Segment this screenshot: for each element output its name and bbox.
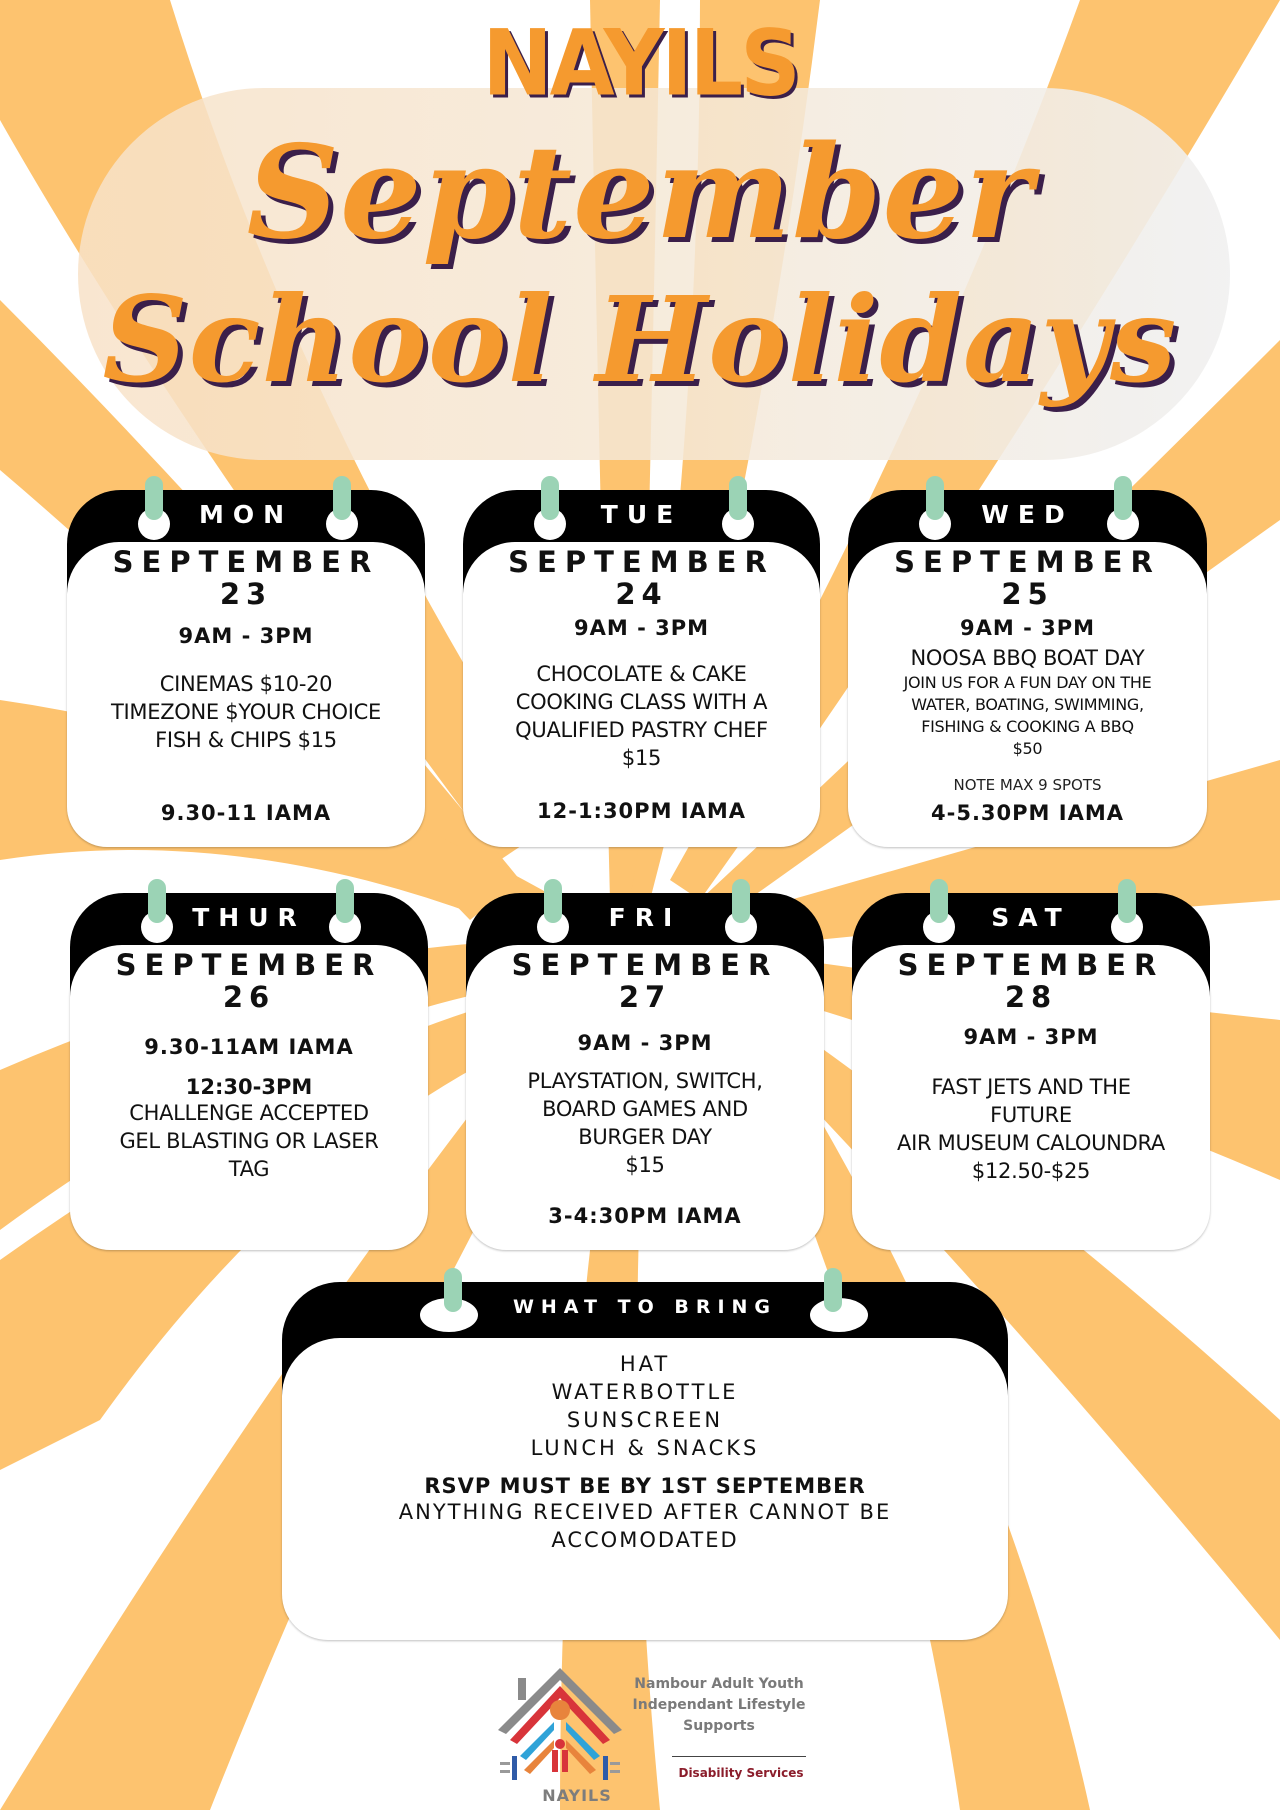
activity-price: $15: [625, 1153, 665, 1177]
activity-price: $50: [1012, 739, 1043, 758]
activity-line: FUTURE: [990, 1103, 1072, 1127]
time: 9AM - 3PM: [963, 1025, 1099, 1049]
activity-line: BOARD GAMES AND: [542, 1097, 748, 1121]
day-name: MON: [198, 500, 294, 529]
nayils-logo: [486, 1660, 806, 1810]
calendar-body: [282, 1338, 1008, 1640]
iama-session: 3-4:30PM IAMA: [548, 1204, 742, 1228]
activity-line: CHALLENGE ACCEPTED: [129, 1101, 369, 1125]
activity-line: BURGER DAY: [578, 1125, 712, 1149]
title-line-2: School Holidays: [102, 270, 1178, 409]
time: 9AM - 3PM: [960, 616, 1095, 640]
calendar-card-wed: [848, 490, 1207, 847]
rsvp-note: ACCOMODATED: [551, 1528, 739, 1552]
activity-price: $12.50-$25: [971, 1159, 1091, 1183]
calendar-body: [70, 945, 428, 1250]
day-name: SAT: [991, 903, 1071, 932]
bring-item: SUNSCREEN: [566, 1408, 724, 1432]
title-line-1: September: [246, 118, 1034, 268]
calendar-card-fri: [466, 893, 824, 1250]
day-name: THUR: [192, 903, 306, 932]
bring-item: LUNCH & SNACKS: [530, 1436, 760, 1460]
activity-line: FISHING & COOKING A BBQ: [921, 717, 1134, 736]
date: 26: [222, 980, 276, 1014]
calendar-card-sat: [852, 893, 1210, 1250]
rsvp-note: ANYTHING RECEIVED AFTER CANNOT BE: [398, 1500, 892, 1524]
month: SEPTEMBER: [894, 545, 1161, 579]
month: SEPTEMBER: [508, 545, 775, 579]
activity-line: WATER, BOATING, SWIMMING,: [911, 695, 1144, 714]
day-name: TUE: [600, 500, 683, 529]
logo-wordmark: NAYILS: [542, 1786, 612, 1805]
calendar-body: [466, 945, 824, 1250]
house-logo-icon: [490, 1660, 630, 1790]
bring-item: WATERBOTTLE: [551, 1380, 739, 1404]
activity-line: JOIN US FOR A FUN DAY ON THE: [903, 673, 1152, 692]
time: 9AM - 3PM: [574, 616, 709, 640]
activity-headline: NOOSA BBQ BOAT DAY: [910, 646, 1145, 670]
organisation-name: [624, 1674, 814, 1737]
spots-note: NOTE MAX 9 SPOTS: [953, 776, 1102, 794]
activity-price: $15: [621, 746, 662, 770]
activity-line: COOKING CLASS WITH A: [515, 690, 768, 714]
month: SEPTEMBER: [112, 545, 380, 579]
day-name: WED: [981, 500, 1074, 529]
date: 24: [615, 577, 668, 611]
calendar-body: [463, 542, 820, 847]
time: 12:30-3PM: [185, 1075, 313, 1099]
what-to-bring-title: WHAT TO BRING: [512, 1296, 778, 1318]
activity-line: AIR MUSEUM CALOUNDRA: [897, 1131, 1165, 1155]
calendar-body: [852, 945, 1210, 1250]
calendar-body: [67, 542, 425, 847]
date: 28: [1004, 980, 1058, 1014]
divider: [672, 1756, 806, 1757]
iama-session: 4-5.30PM IAMA: [931, 801, 1124, 825]
month: SEPTEMBER: [897, 948, 1165, 982]
activity-line: GEL BLASTING OR LASER: [119, 1129, 379, 1153]
time: 9AM - 3PM: [178, 624, 314, 648]
calendar-card-tue: [463, 490, 820, 847]
activity-line: CINEMAS $10-20: [159, 672, 333, 696]
calendar-body: [848, 542, 1207, 847]
bring-item: HAT: [619, 1352, 671, 1376]
time: 9AM - 3PM: [577, 1031, 713, 1055]
date: 27: [618, 980, 672, 1014]
iama-session: 12-1:30PM IAMA: [537, 799, 746, 823]
date: 25: [1001, 577, 1054, 611]
iama-session: 9.30-11 IAMA: [160, 801, 332, 825]
rsvp-deadline: RSVP MUST BE BY 1ST SEPTEMBER: [424, 1474, 866, 1498]
calendar-card-thur: [70, 893, 428, 1250]
iama-session: 9.30-11AM IAMA: [144, 1035, 354, 1059]
org-line: Supports: [683, 1718, 755, 1734]
activity-line: FAST JETS AND THE: [931, 1075, 1131, 1099]
org-line: Independant Lifestyle: [632, 1697, 806, 1713]
date: 23: [219, 577, 273, 611]
what-to-bring-card: [282, 1282, 1008, 1640]
brand-title: NAYILS: [482, 10, 798, 116]
activity-line: CHOCOLATE & CAKE: [536, 662, 747, 686]
activity-line: FISH & CHIPS $15: [155, 728, 337, 752]
calendar-card-mon: [67, 490, 425, 847]
day-name: FRI: [608, 903, 682, 932]
activity-line: TIMEZONE $YOUR CHOICE: [111, 700, 381, 724]
org-line: Nambour Adult Youth: [634, 1676, 804, 1692]
month: SEPTEMBER: [511, 948, 779, 982]
activity-line: TAG: [228, 1157, 270, 1181]
activity-line: PLAYSTATION, SWITCH,: [527, 1069, 763, 1093]
activity-line: QUALIFIED PASTRY CHEF: [515, 718, 768, 742]
disability-services-label: Disability Services: [678, 1766, 804, 1780]
month: SEPTEMBER: [115, 948, 383, 982]
